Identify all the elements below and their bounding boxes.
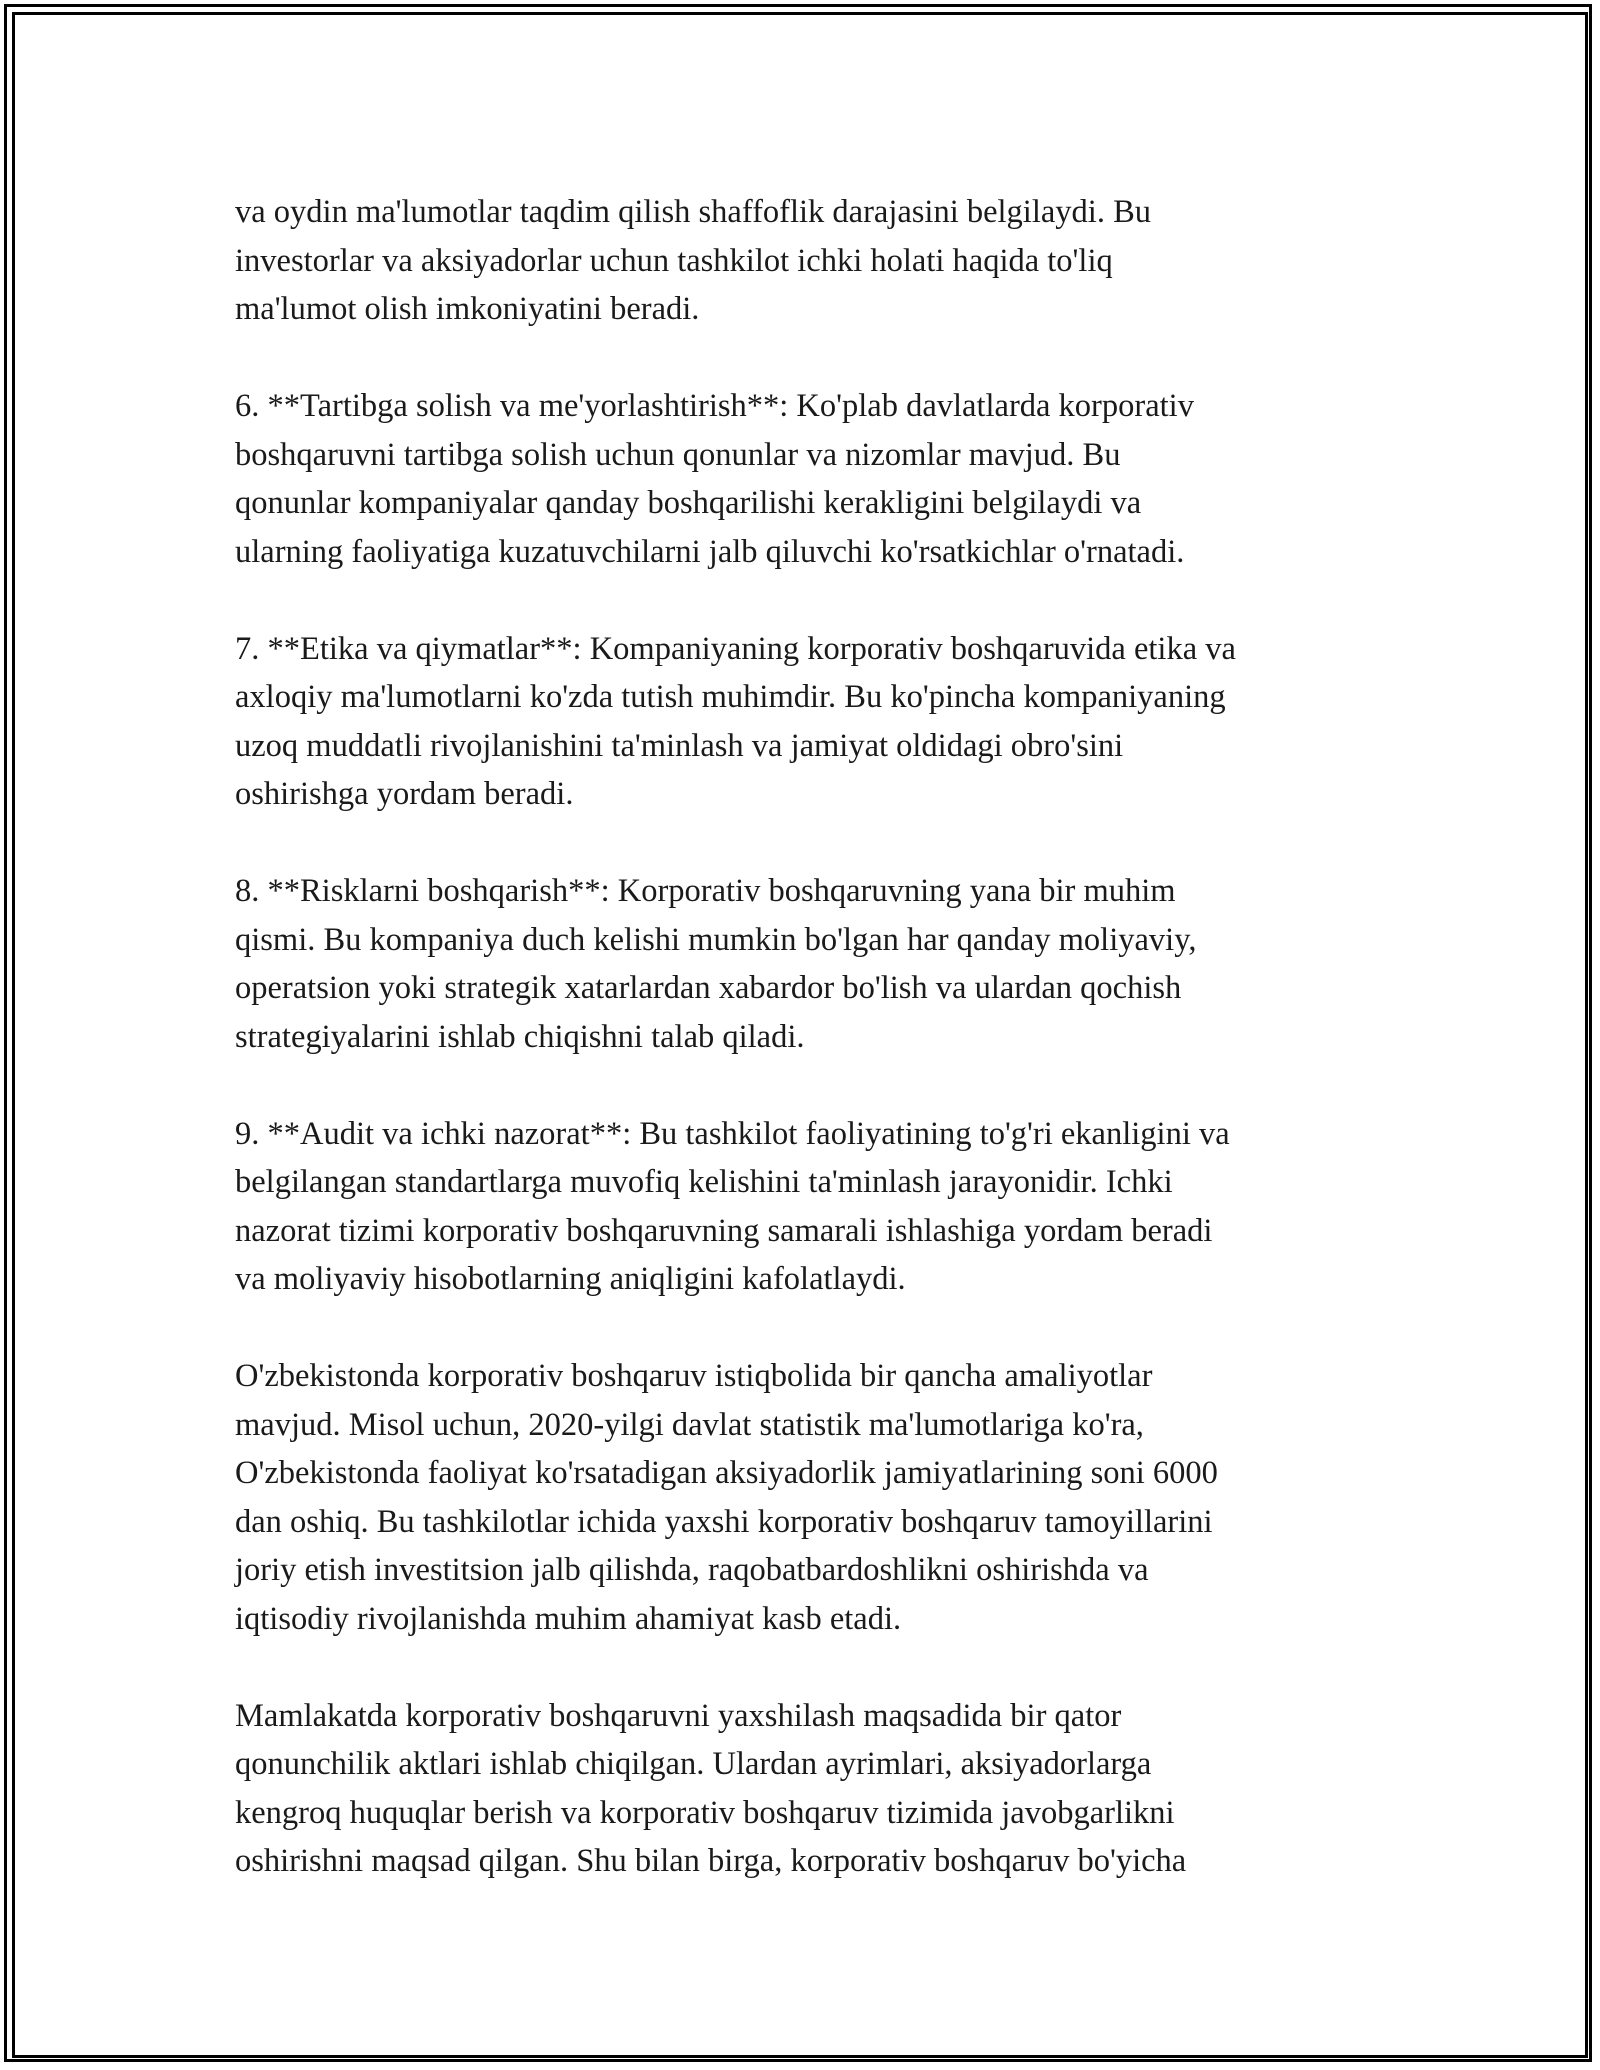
paragraph: [235, 382, 1415, 576]
text-line: ma'lumot olish imkoniyatini beradi.: [235, 291, 700, 327]
text-line: qonunlar kompaniyalar qanday boshqarilishi kerakligini belgilaydi va: [235, 485, 1142, 521]
text-line: axloqiy ma'lumotlarni ko'zda tutish muhimdir. Bu ko'pincha kompaniyaning: [235, 679, 1226, 715]
text-line: uzoq muddatli rivojlanishini ta'minlash va jamiyat oldidagi obro'sini: [235, 727, 1124, 764]
text-line: boshqaruvni tartibga solish uchun qonunlar va nizomlar mavjud. Bu: [235, 436, 1121, 473]
paragraph: [235, 1352, 1415, 1643]
text-line: nazorat tizimi korporativ boshqaruvning samarali ishlashiga yordam beradi: [235, 1212, 1213, 1249]
paragraph: [235, 625, 1415, 819]
paragraph: [235, 188, 1415, 334]
text-line: oshirishga yordam beradi.: [235, 776, 574, 812]
text-line: mavjud. Misol uchun, 2020-yilgi davlat statistik ma'lumotlariga ko'ra,: [235, 1406, 1144, 1443]
text-line: iqtisodiy rivojlanishda muhim ahamiyat kasb etadi.: [235, 1600, 902, 1637]
text-line: 6. **Tartibga solish va me'yorlashtirish**: Ko'plab davlatlarda korporativ: [235, 388, 1194, 424]
text-line: 9. **Audit va ichki nazorat**: Bu tashkilot faoliyatining to'g'ri ekanligini va: [235, 1115, 1230, 1152]
text-line: 7. **Etika va qiymatlar**: Kompaniyaning korporativ boshqaruvida etika va: [235, 630, 1236, 667]
text-line: joriy etish investitsion jalb qilishda, raqobatbardoshlikni oshirishda va: [235, 1552, 1149, 1588]
text-line: qismi. Bu kompaniya duch kelishi mumkin bo'lgan har qanday moliyaviy,: [235, 921, 1197, 958]
text-line: va moliyaviy hisobotlarning aniqligini kafolatlaydi.: [235, 1261, 906, 1297]
text-line: 8. **Risklarni boshqarish**: Korporativ boshqaruvning yana bir muhim: [235, 873, 1176, 909]
text-line: belgilangan standartlarga muvofiq kelishini ta'minlash jarayonidir. Ichki: [235, 1164, 1173, 1200]
text-line: O'zbekistonda faoliyat ko'rsatadigan aksiyadorlik jamiyatlarining soni 6000: [235, 1455, 1218, 1491]
text-line: Mamlakatda korporativ boshqaruvni yaxshilash maqsadida bir qator: [235, 1697, 1122, 1734]
text-line: va oydin ma'lumotlar taqdim qilish shaffoflik darajasini belgilaydi. Bu: [235, 194, 1151, 230]
text-line: operatsion yoki strategik xatarlardan xabardor bo'lish va ulardan qochish: [235, 970, 1182, 1006]
text-line: qonunchilik aktlari ishlab chiqilgan. Ulardan ayrimlari, aksiyadorlarga: [235, 1746, 1152, 1782]
document-body: [235, 188, 1415, 1886]
text-line: ularning faoliyatiga kuzatuvchilarni jalb qiluvchi ko'rsatkichlar o'rnatadi.: [235, 533, 1185, 570]
text-line: investorlar va aksiyadorlar uchun tashkilot ichki holati haqida to'liq: [235, 242, 1113, 279]
text-line: dan oshiq. Bu tashkilotlar ichida yaxshi korporativ boshqaruv tamoyillarini: [235, 1503, 1213, 1540]
text-line: oshirishni maqsad qilgan. Shu bilan birga, korporativ boshqaruv bo'yicha: [235, 1843, 1187, 1879]
paragraph: [235, 1110, 1415, 1304]
text-line: strategiyalarini ishlab chiqishni talab qiladi.: [235, 1018, 805, 1055]
paragraph: [235, 867, 1415, 1061]
text-line: kengroq huquqlar berish va korporativ boshqaruv tizimida javobgarlikni: [235, 1794, 1175, 1831]
text-line: O'zbekistonda korporativ boshqaruv istiqbolida bir qancha amaliyotlar: [235, 1358, 1153, 1394]
paragraph: [235, 1692, 1415, 1886]
